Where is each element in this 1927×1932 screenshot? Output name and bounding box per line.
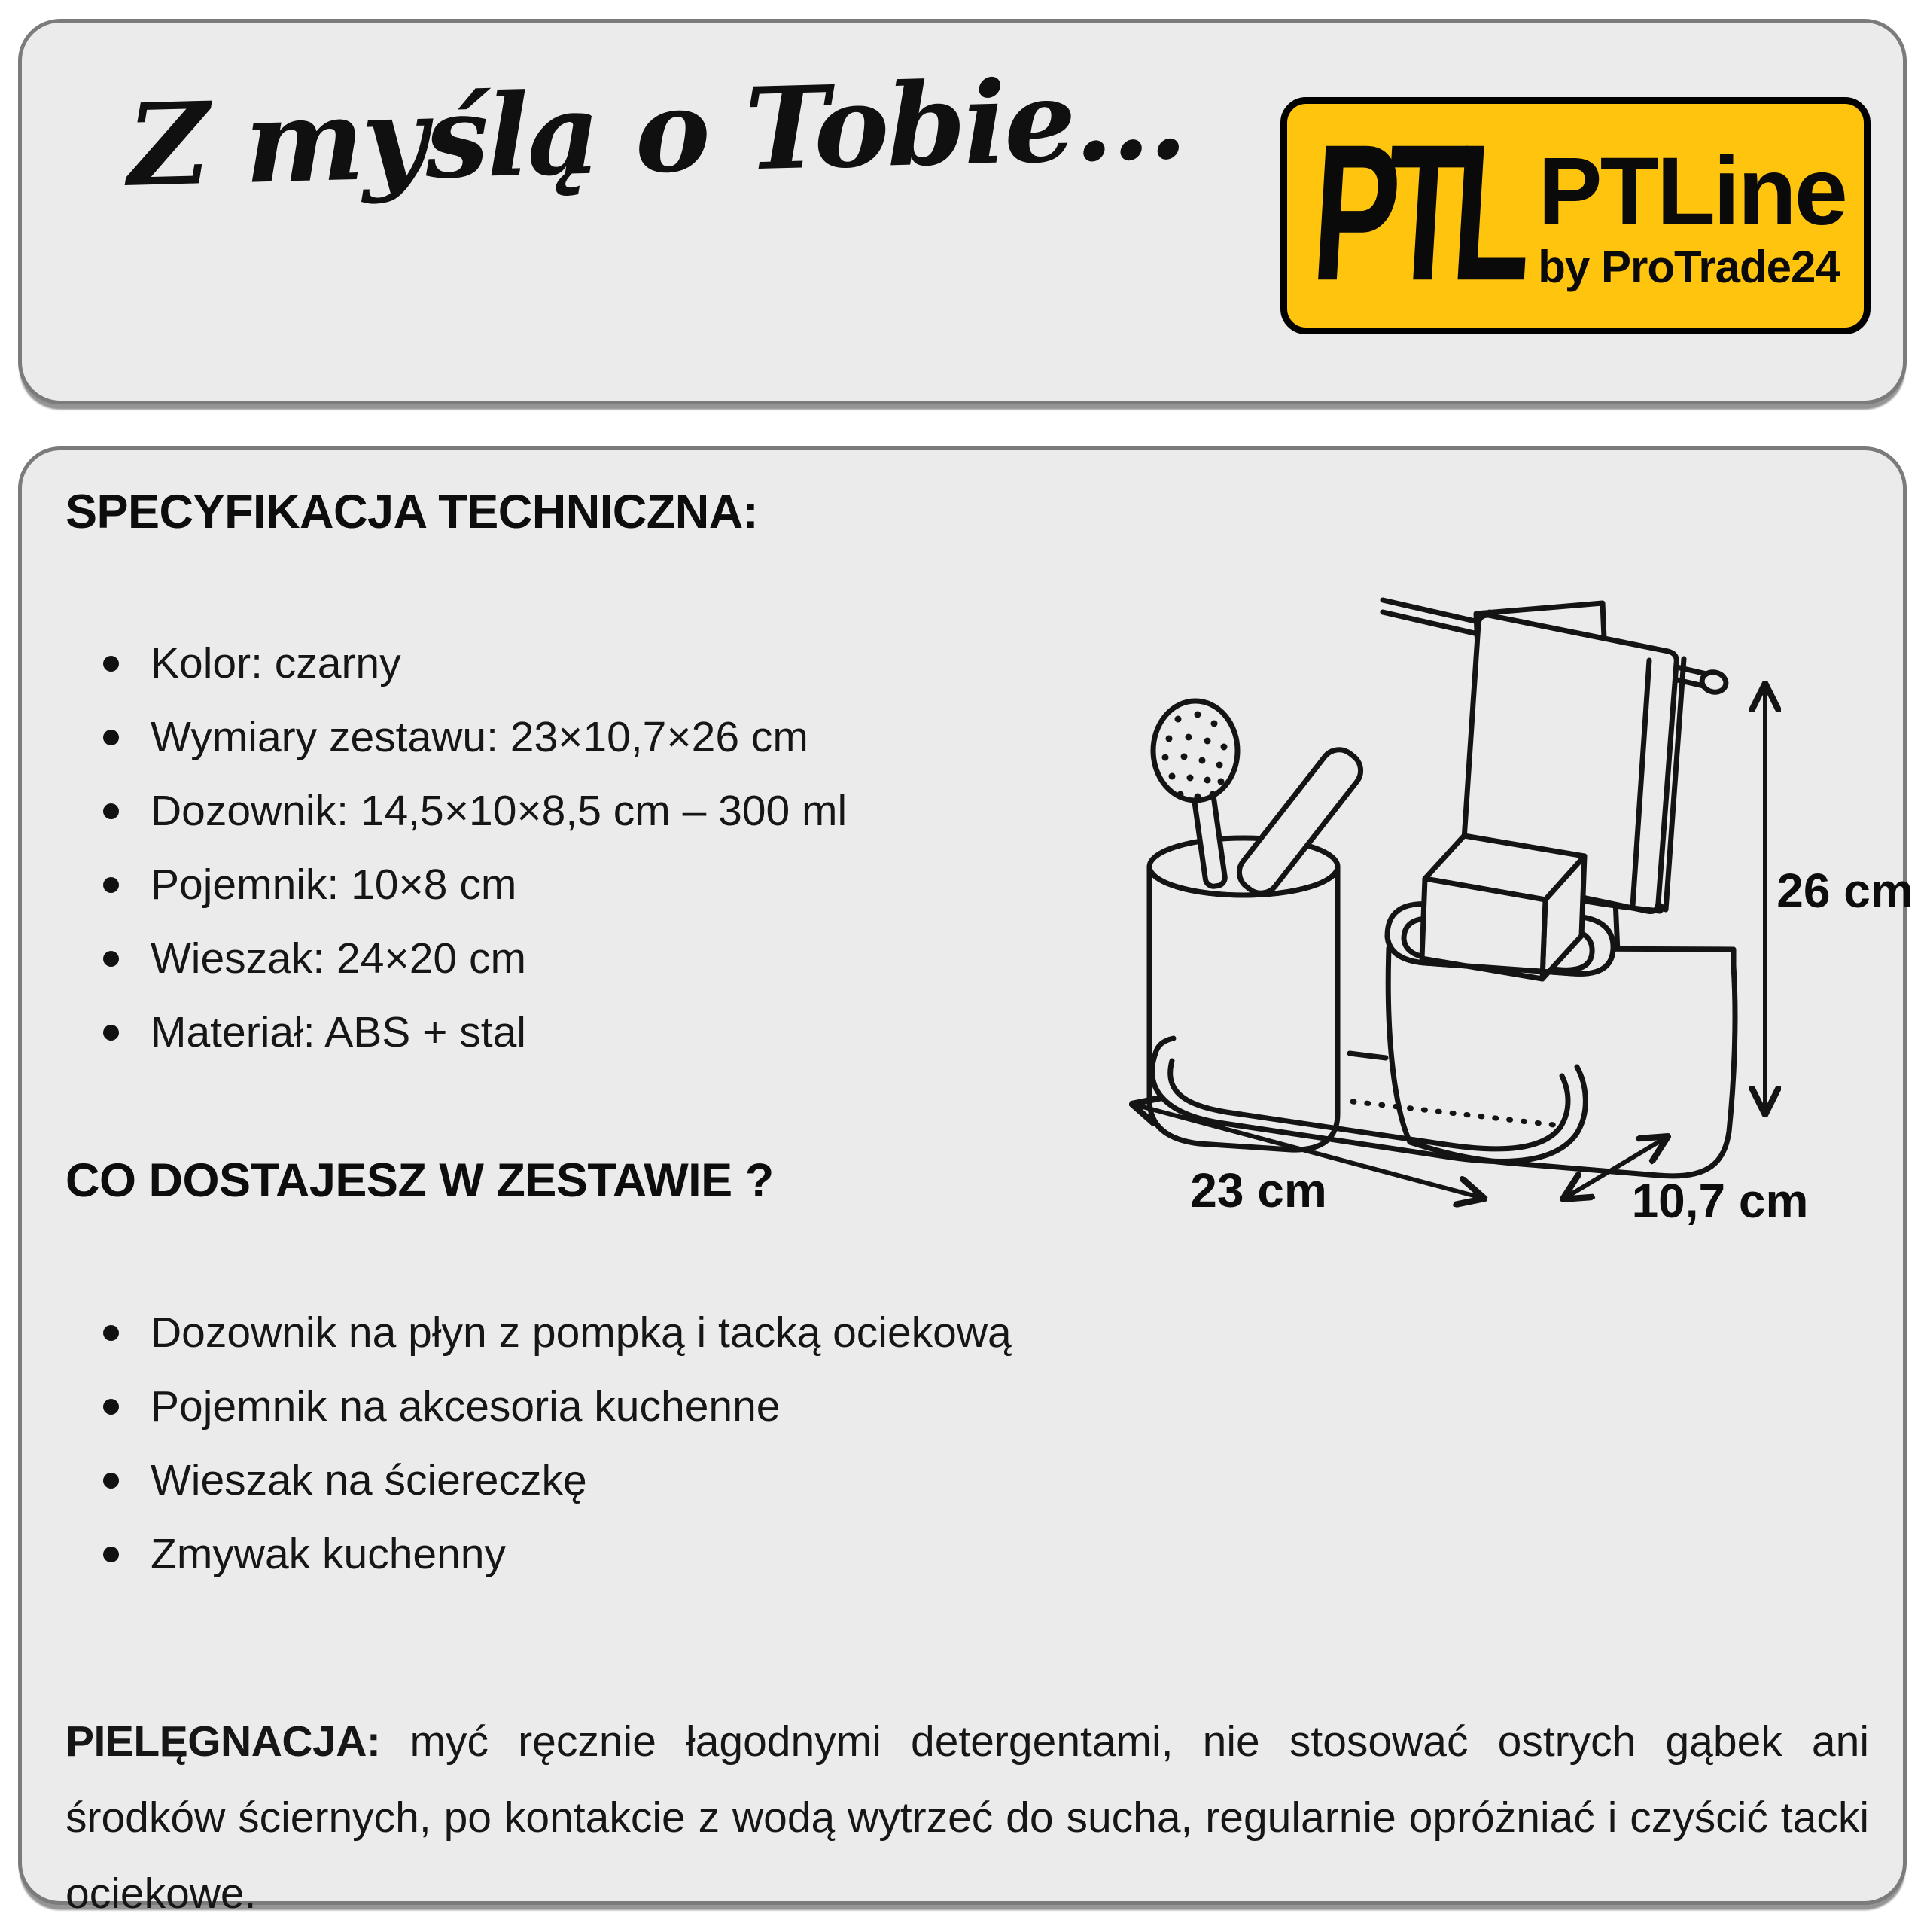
width-label: 23 cm <box>1190 1163 1327 1217</box>
care-label: PIELĘGNACJA: <box>65 1717 381 1766</box>
utensil-cup <box>1149 701 1368 1150</box>
care-text: myć ręcznie łagodnymi detergentami, nie stosować ostrych gąbek ani środków ściernych, po kontakcie z wodą wytrzeć do sucha, regularnie opróżniać i czyścić tacki ociekowe. <box>65 1717 1869 1918</box>
product-line-drawing <box>1058 531 1916 1269</box>
ptline-logo-text <box>1538 137 1846 293</box>
set-item: Pojemnik na akcesoria kuchenne <box>103 1370 1012 1443</box>
ptline-monogram: PTL <box>1307 104 1526 321</box>
spec-item: Dozownik: 14,5×10×8,5 cm – 300 ml <box>103 774 847 848</box>
ptline-brand-name: PTLine <box>1538 137 1846 245</box>
spec-item: Materiał: ABS + stal <box>103 995 847 1069</box>
depth-label: 10,7 cm <box>1631 1174 1809 1228</box>
set-section-title: CO DOSTAJESZ W ZESTAWIE ? <box>65 1154 774 1207</box>
brand-tagline: Z myślą o Tobie... <box>125 52 1187 212</box>
spec-list <box>103 626 847 1069</box>
ptline-byline: by ProTrade24 <box>1538 242 1840 293</box>
set-item: Zmywak kuchenny <box>103 1517 1012 1591</box>
spec-item: Wieszak: 24×20 cm <box>103 922 847 995</box>
set-list <box>103 1296 1012 1591</box>
set-item: Wieszak na ściereczkę <box>103 1443 1012 1517</box>
spec-item: Pojemnik: 10×8 cm <box>103 848 847 922</box>
ptline-logo <box>1280 97 1871 334</box>
content-card <box>18 446 1913 1918</box>
care-paragraph <box>65 1704 1869 1932</box>
spec-item: Wymiary zestawu: 23×10,7×26 cm <box>103 700 847 774</box>
height-label: 26 cm <box>1776 864 1913 918</box>
sponge <box>1422 836 1585 979</box>
set-item: Dozownik na płyn z pompką i tacką ociekową <box>103 1296 1012 1370</box>
spec-item: Kolor: czarny <box>103 626 847 700</box>
header-card <box>18 19 1907 404</box>
spec-section-title: SPECYFIKACJA TECHNICZNA: <box>65 486 759 538</box>
